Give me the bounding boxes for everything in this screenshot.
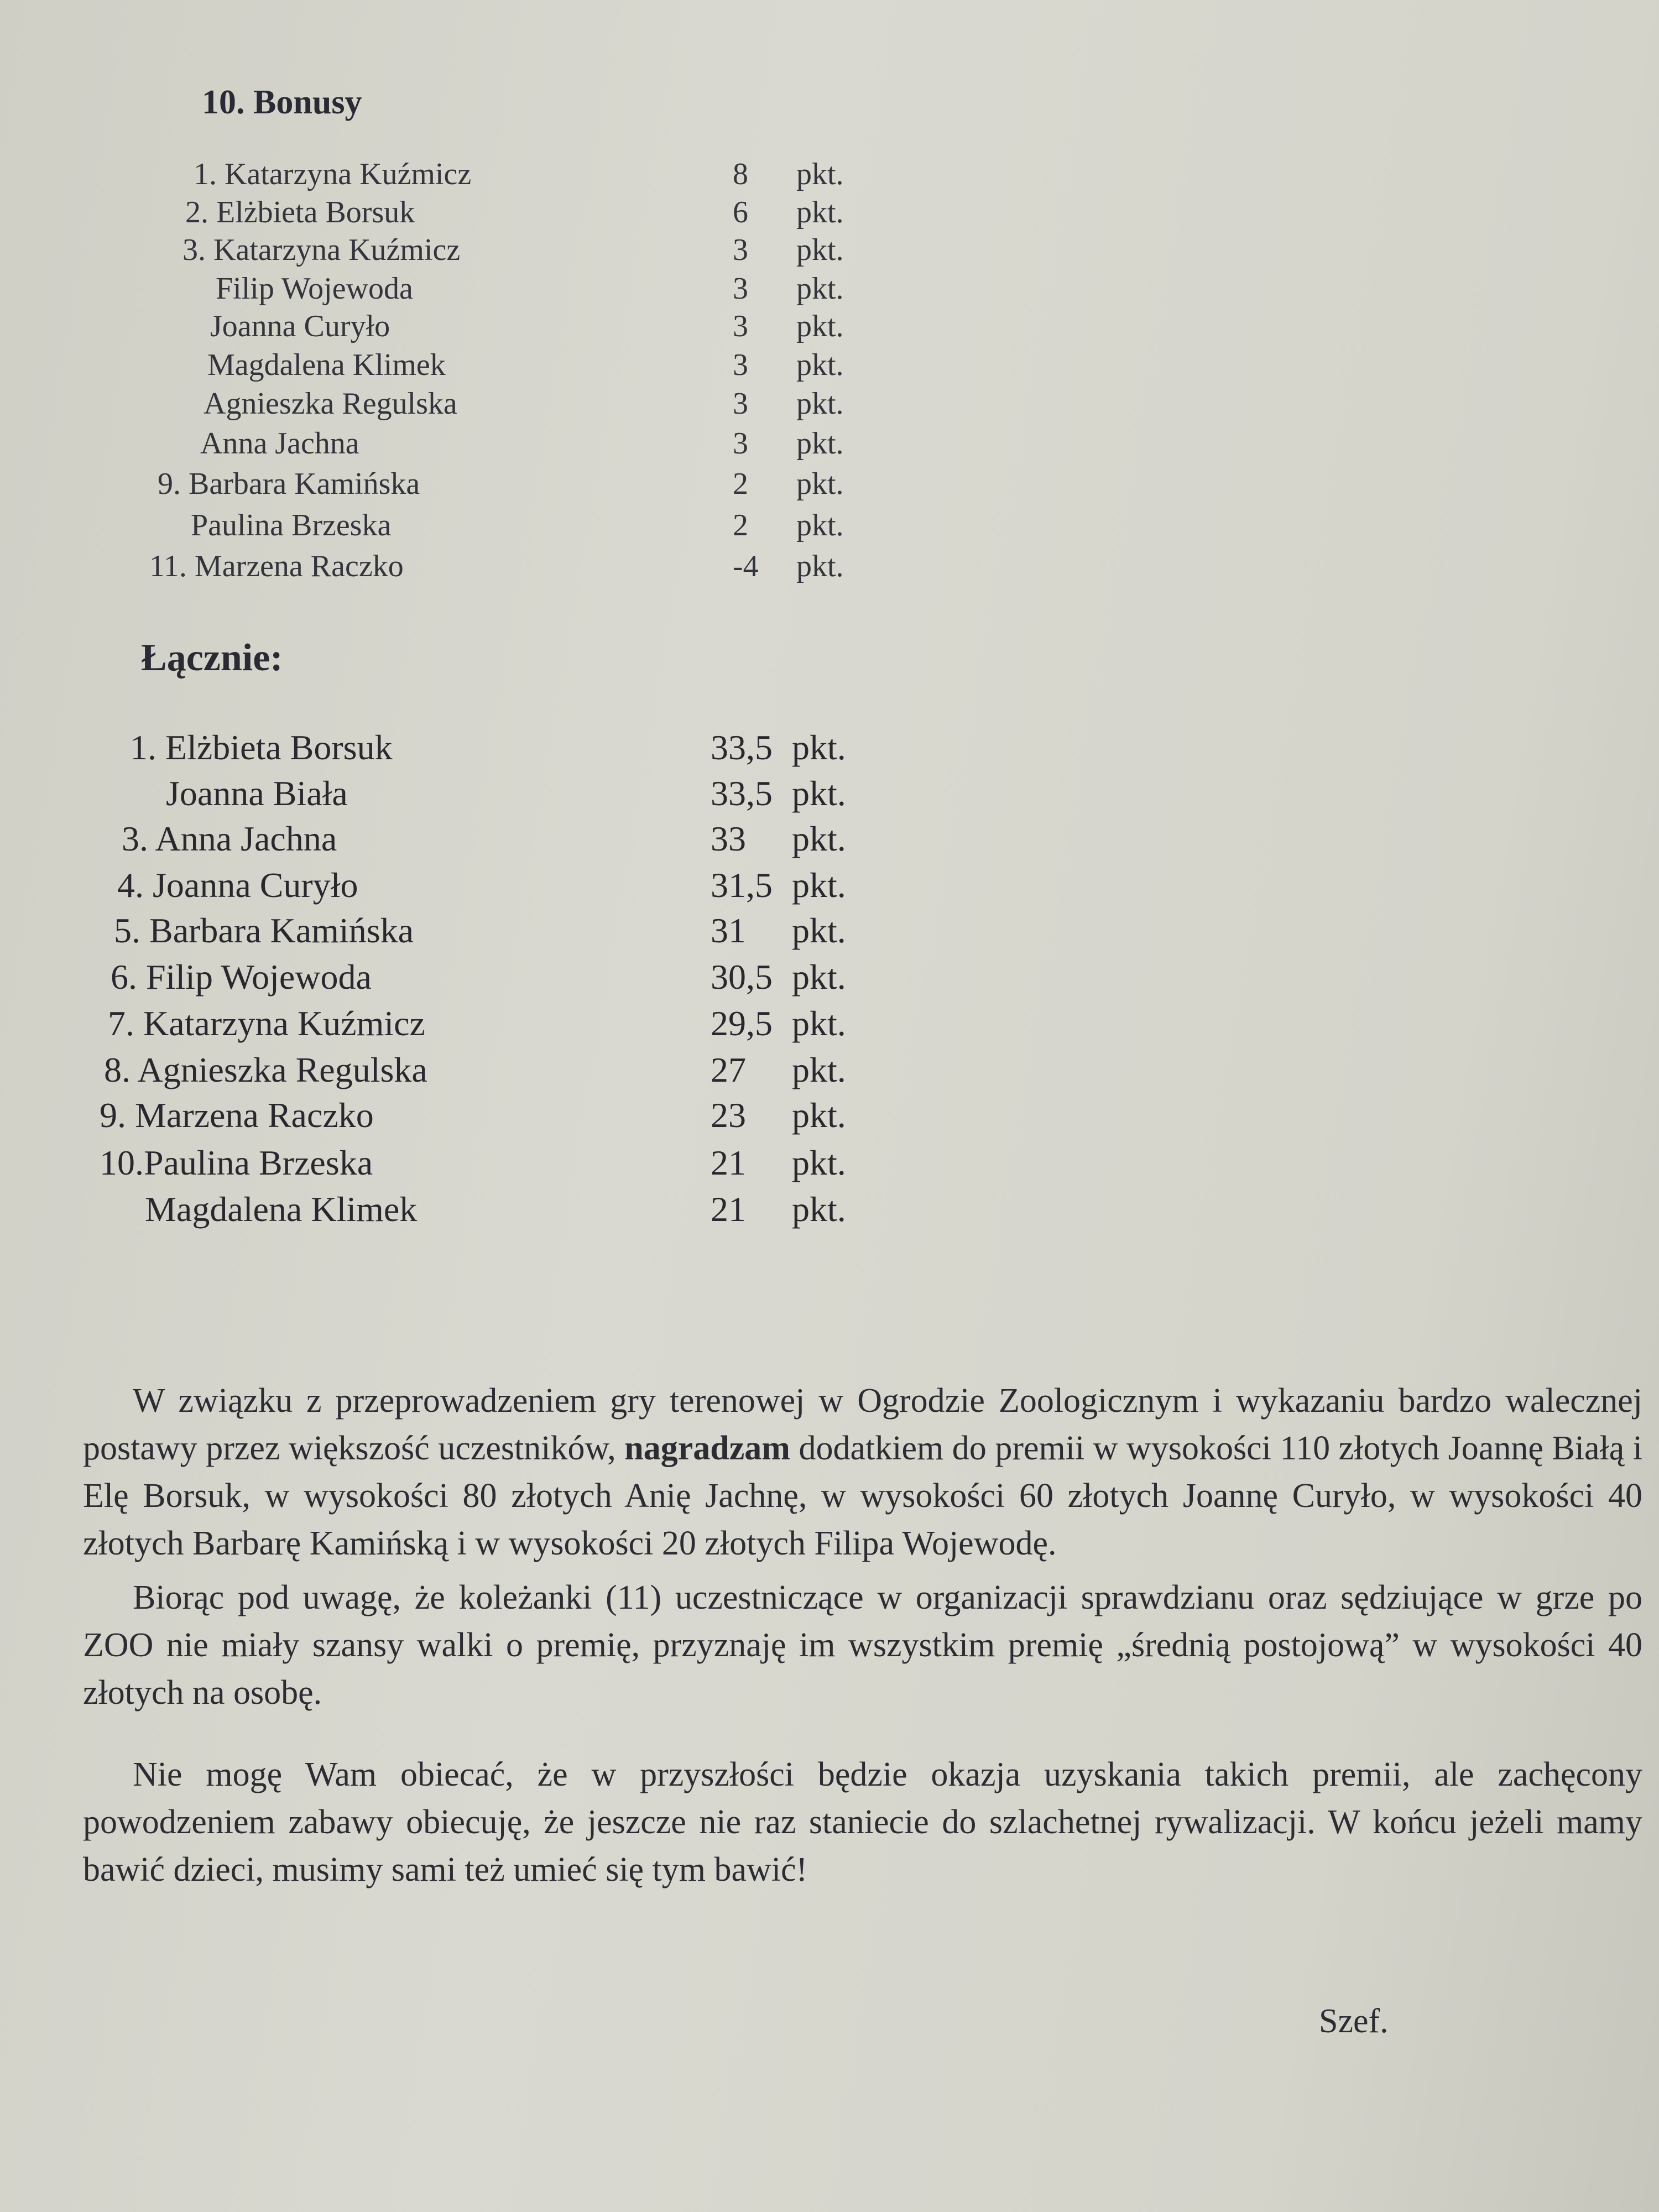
entry-points: 33,5	[711, 728, 773, 767]
entry-unit: pkt.	[796, 195, 844, 229]
entry-points: 8	[733, 157, 748, 191]
entry-name: 3. Katarzyna Kuźmicz	[182, 233, 461, 267]
entry-unit: pkt.	[796, 157, 844, 191]
entry-name: 9. Barbara Kamińska	[158, 467, 420, 501]
entry-name: 10.Paulina Brzeska	[100, 1143, 373, 1182]
entry-name: 1. Elżbieta Borsuk	[130, 728, 393, 767]
entry-unit: pkt.	[792, 1004, 846, 1043]
entry-name: 1. Katarzyna Kuźmicz	[194, 157, 472, 191]
entry-points: 3	[733, 309, 748, 343]
award-text-start: W związku z przeprowadzeniem gry terenowej w Ogrodzie Zoologicznym i wykazaniu bardzo walecznej postawy przez większość uczestników,	[83, 1382, 1642, 1467]
award-paragraph	[83, 1377, 1642, 1567]
entry-unit: pkt.	[792, 1095, 846, 1135]
entry-unit: pkt.	[792, 819, 846, 858]
entry-unit: pkt.	[796, 348, 844, 382]
entry-name: 4. Joanna Curyło	[117, 865, 358, 905]
entry-name: 3. Anna Jachna	[122, 819, 337, 858]
entry-points: 3	[733, 272, 748, 306]
entry-points: 3	[733, 348, 748, 382]
entry-name: 5. Barbara Kamińska	[114, 911, 414, 950]
entry-unit: pkt.	[796, 467, 844, 501]
entry-unit: pkt.	[792, 1190, 846, 1229]
body-text	[83, 1377, 1642, 1893]
entry-name: Filip Wojewoda	[216, 272, 413, 306]
entry-name: 2. Elżbieta Borsuk	[185, 195, 415, 229]
entry-points: 31	[711, 911, 746, 950]
entry-points: 2	[733, 508, 748, 542]
entry-name: Magdalena Klimek	[145, 1190, 418, 1229]
entry-points: 3	[733, 233, 748, 267]
closing-paragraph: Nie mogę Wam obiecać, że w przyszłości będzie okazja uzyskania takich premii, ale zachęcony powodzeniem zabawy obiecuję, że jeszcze nie raz staniecie do szlachetnej rywalizacji. W końcu jeżeli mamy bawić dzieci, musimy sami też umieć się tym bawić!	[83, 1756, 1642, 1888]
total-section-heading: Łącznie:	[141, 637, 283, 679]
entry-name: 7. Katarzyna Kuźmicz	[108, 1004, 425, 1043]
entry-points: 23	[711, 1095, 746, 1135]
entry-name: Agnieszka Regulska	[204, 387, 457, 421]
entry-points: 2	[733, 467, 748, 501]
entry-unit: pkt.	[796, 426, 844, 461]
entry-points: 29,5	[711, 1004, 773, 1043]
entry-unit: pkt.	[792, 1143, 846, 1182]
entry-points: 33	[711, 819, 746, 858]
entry-name: 8. Agnieszka Regulska	[104, 1050, 427, 1089]
entry-points: 6	[733, 195, 748, 229]
entry-points: 21	[711, 1143, 746, 1182]
bonus-section-heading: 10. Bonusy	[202, 84, 362, 121]
entry-unit: pkt.	[796, 309, 844, 343]
entry-points: 3	[733, 387, 748, 421]
entry-unit: pkt.	[792, 911, 846, 950]
entry-points: 27	[711, 1050, 746, 1089]
entry-name: Anna Jachna	[200, 426, 359, 461]
entry-unit: pkt.	[792, 957, 846, 997]
entry-name: 9. Marzena Raczko	[100, 1095, 374, 1135]
entry-unit: pkt.	[792, 865, 846, 905]
entry-name: Paulina Brzeska	[191, 508, 392, 542]
signature: Szef.	[1319, 2002, 1389, 2040]
entry-name: Joanna Biała	[166, 774, 348, 813]
entry-name: Joanna Curyło	[210, 309, 390, 343]
award-emphasis: nagradzam	[624, 1430, 790, 1467]
entry-unit: pkt.	[796, 508, 844, 542]
entry-unit: pkt.	[796, 549, 844, 583]
award-text-end: dodatkiem do premii w wysokości 110 złotych Joannę Białą i Elę Borsuk, w wysokości 80 złotych Anię Jachnę, w wysokości 60 złotych Joannę Curyło, w wysokości 40 złotych Barbarę Kamińską i w wysokości 20 złotych Filipa Wojewodę.	[83, 1430, 1643, 1562]
entry-points: -4	[733, 549, 759, 583]
entry-points: 3	[733, 426, 748, 461]
entry-unit: pkt.	[792, 728, 846, 767]
entry-points: 31,5	[711, 865, 773, 905]
entry-points: 33,5	[711, 774, 773, 813]
entry-unit: pkt.	[796, 233, 844, 267]
entry-points: 21	[711, 1190, 746, 1229]
entry-unit: pkt.	[792, 1050, 846, 1089]
entry-unit: pkt.	[796, 387, 844, 421]
organizers-paragraph: Biorąc pod uwagę, że koleżanki (11) uczestniczące w organizacji sprawdzianu oraz sędziujące w grze po ZOO nie miały szansy walki o premię, przyznaję im wszystkim premię „średnią postojową” w wysokości 40 złotych na osobę.	[83, 1579, 1642, 1712]
entry-name: 11. Marzena Raczko	[149, 549, 404, 583]
entry-name: Magdalena Klimek	[207, 348, 446, 382]
entry-points: 30,5	[711, 957, 773, 997]
entry-name: 6. Filip Wojewoda	[111, 957, 372, 997]
entry-unit: pkt.	[796, 272, 844, 306]
entry-unit: pkt.	[792, 774, 846, 813]
